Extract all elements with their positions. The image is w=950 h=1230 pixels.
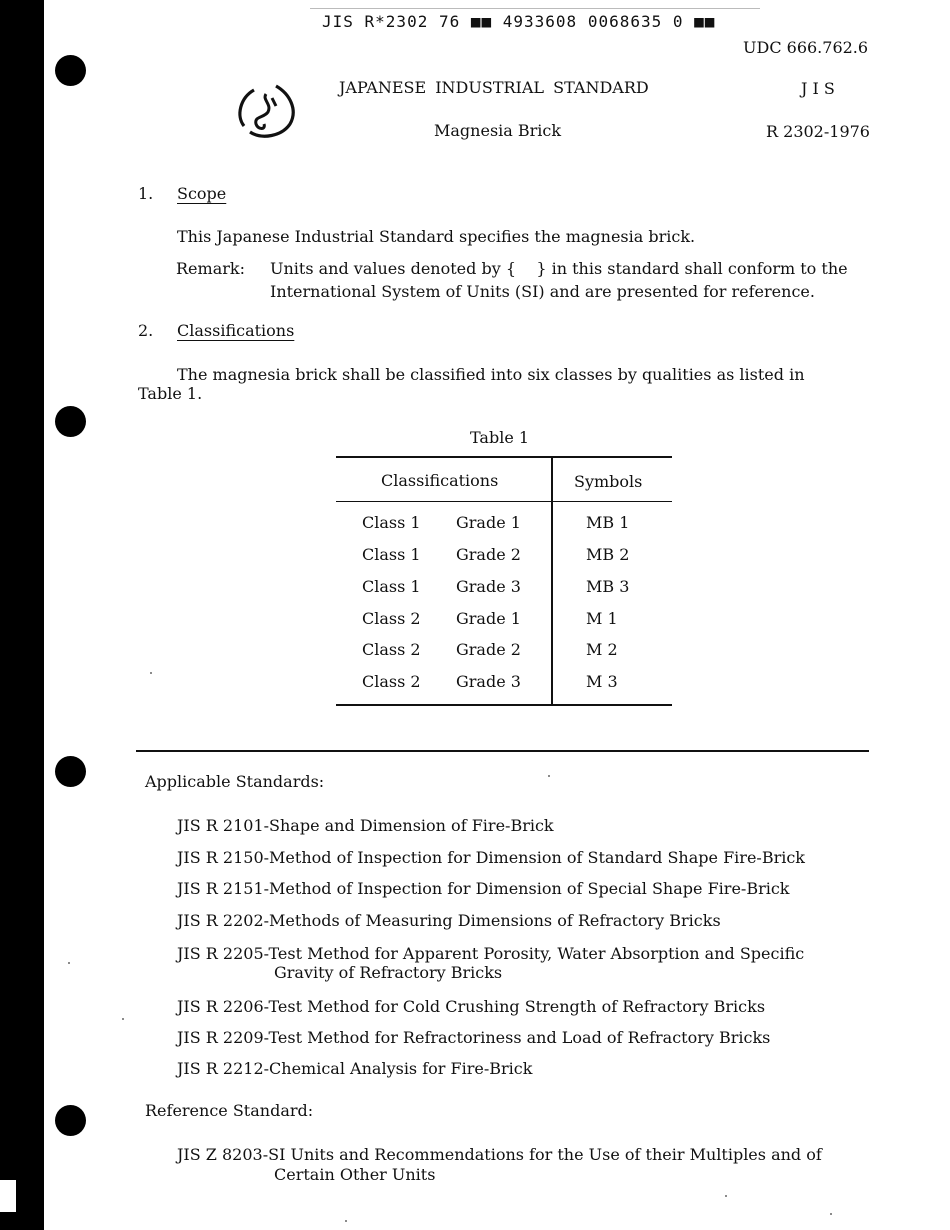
classification-table	[336, 456, 672, 706]
jis-label: J I S	[801, 79, 835, 98]
punch-hole	[55, 406, 86, 437]
section-title-classifications: Classifications	[177, 321, 295, 340]
reference-item: JIS Z 8203-SI Units and Recommendations for the Use of their Multiples and of	[177, 1145, 822, 1164]
standard-item: JIS R 2202-Methods of Measuring Dimensions of Refractory Bricks	[177, 911, 721, 930]
table-cell-symbol: MB 2	[586, 545, 630, 564]
footnote-divider	[136, 750, 869, 752]
standard-item: JIS R 2209-Test Method for Refractoriness and Load of Refractory Bricks	[177, 1028, 771, 1047]
table-divider	[551, 458, 553, 704]
standard-item: JIS R 2205-Test Method for Apparent Porosity, Water Absorption and Specific	[177, 944, 805, 963]
reference-item-continuation: Certain Other Units	[274, 1165, 436, 1184]
reference-heading: Reference Standard:	[145, 1101, 314, 1120]
standard-item: JIS R 2206-Test Method for Cold Crushing Strength of Refractory Bricks	[177, 997, 766, 1016]
table-header: Symbols	[574, 472, 643, 491]
binder-strip	[0, 0, 44, 1230]
strip-notch	[0, 1180, 16, 1212]
scan-speck	[548, 775, 550, 777]
table-cell-symbol: M 2	[586, 640, 618, 659]
scan-speck	[725, 1195, 727, 1197]
table-cell-class: Class 1	[362, 577, 421, 596]
section-title-scope: Scope	[177, 184, 227, 203]
punch-hole	[55, 1105, 86, 1136]
table-cell-grade: Grade 1	[456, 609, 521, 628]
standard-number: R 2302-1976	[766, 122, 870, 141]
remark-text: International System of Units (SI) and are presented for reference.	[270, 282, 815, 301]
classifications-text: Table 1.	[138, 384, 203, 403]
table-cell-grade: Grade 2	[456, 640, 521, 659]
jis-logo	[232, 78, 300, 142]
standard-item: JIS R 2212-Chemical Analysis for Fire-Brick	[177, 1059, 533, 1078]
org-title: JAPANESE INDUSTRIAL STANDARD	[339, 78, 649, 97]
scan-speck	[345, 1220, 347, 1222]
scan-speck	[830, 1213, 832, 1215]
scan-speck	[122, 1018, 124, 1020]
standard-item: JIS R 2150-Method of Inspection for Dimension of Standard Shape Fire-Brick	[177, 848, 805, 867]
table-cell-class: Class 1	[362, 513, 421, 532]
scan-speck	[68, 962, 70, 964]
scope-text: This Japanese Industrial Standard specifies the magnesia brick.	[177, 227, 696, 246]
document-title: Magnesia Brick	[434, 121, 562, 140]
remark-text: Units and values denoted by { } in this standard shall conform to the	[270, 259, 848, 278]
section-number: 1.	[138, 184, 154, 203]
table-cell-grade: Grade 3	[456, 672, 521, 691]
applicable-heading: Applicable Standards:	[145, 772, 325, 791]
table-cell-symbol: M 1	[586, 609, 618, 628]
table-header: Classifications	[381, 471, 499, 490]
standard-item: JIS R 2151-Method of Inspection for Dimension of Special Shape Fire-Brick	[177, 879, 790, 898]
standard-item-continuation: Gravity of Refractory Bricks	[274, 963, 503, 982]
punch-hole	[55, 756, 86, 787]
classifications-text: The magnesia brick shall be classified into six classes by qualities as listed in	[177, 365, 805, 384]
document-code-strip: JIS R*2302 76 ■■ 4933608 0068635 0 ■■	[310, 8, 760, 34]
table-cell-class: Class 2	[362, 609, 421, 628]
table-cell-grade: Grade 2	[456, 545, 521, 564]
table-cell-symbol: MB 3	[586, 577, 630, 596]
punch-hole	[55, 55, 86, 86]
table-header-rule	[336, 501, 672, 502]
standard-item: JIS R 2101-Shape and Dimension of Fire-Brick	[177, 816, 554, 835]
table-cell-class: Class 2	[362, 672, 421, 691]
table-cell-symbol: M 3	[586, 672, 618, 691]
scan-speck	[150, 672, 152, 674]
udc-number: UDC 666.762.6	[743, 38, 869, 57]
table-caption: Table 1	[470, 428, 530, 447]
table-cell-class: Class 1	[362, 545, 421, 564]
table-cell-symbol: MB 1	[586, 513, 630, 532]
table-cell-grade: Grade 3	[456, 577, 521, 596]
section-number: 2.	[138, 321, 154, 340]
remark-label: Remark:	[176, 259, 245, 278]
table-cell-grade: Grade 1	[456, 513, 521, 532]
table-cell-class: Class 2	[362, 640, 421, 659]
